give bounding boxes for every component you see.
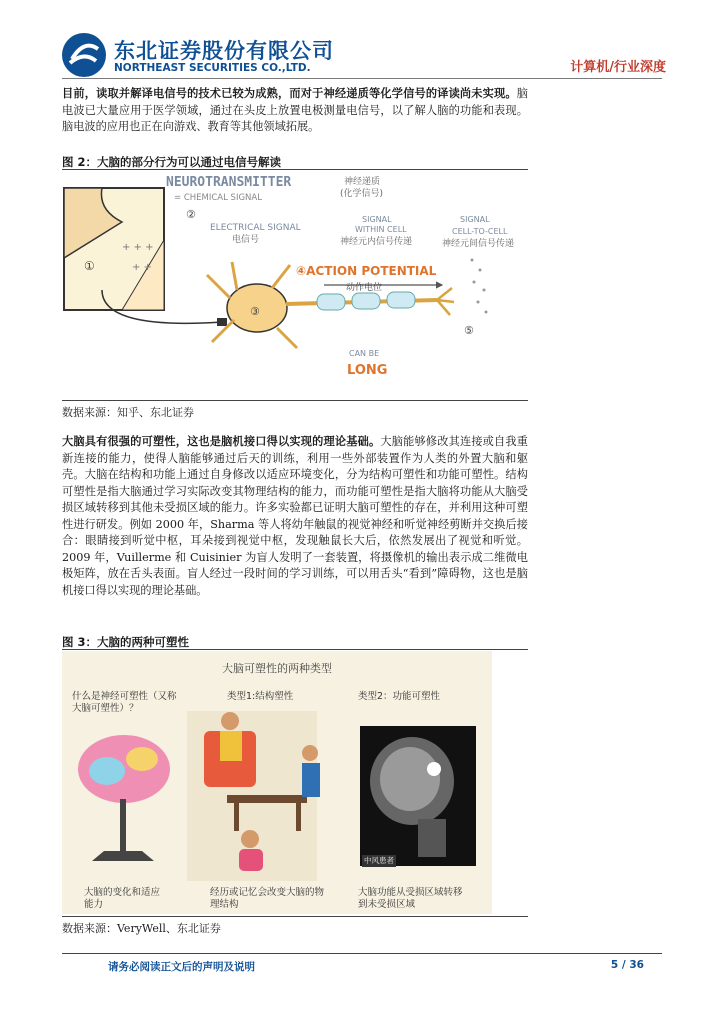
page-number: 5 / 36 [610, 959, 644, 971]
label-electrical: ELECTRICAL SIGNAL [210, 223, 301, 233]
label-within-cn: 神经元内信号传递 [340, 237, 413, 247]
figure3-bottom-rule [62, 916, 528, 917]
report-category: 计算机/行业深度 [570, 60, 666, 75]
figure3-caption2-line1: 经历或记忆会改变大脑的物 [210, 887, 325, 898]
figure2-bottom-rule [62, 400, 528, 401]
figure2-source: 数据来源：知乎、东北证券 [62, 406, 194, 419]
figure3-plasticity-illustration [62, 651, 492, 914]
child-icon [241, 830, 259, 848]
figure3-type1-label: 类型1:结构塑性 [227, 691, 294, 702]
label-chem-cn2: (化学信号) [340, 189, 384, 199]
footer-disclaimer: 请务必阅读正文后的声明及说明 [108, 961, 255, 973]
label-action-potential: ④ACTION POTENTIAL [296, 264, 437, 278]
label-2: ② [186, 208, 196, 221]
myelin-2 [352, 293, 380, 309]
figure3-type2-label: 类型2：功能可塑性 [358, 691, 441, 702]
figure3-title: 图 3：大脑的两种可塑性 [62, 635, 190, 649]
figure3-source: 数据来源：VeryWell、东北证券 [62, 922, 221, 935]
figure3-caption3-line1: 大脑功能从受损区域转移 [358, 887, 463, 898]
paragraph-plasticity-lead: 大脑具有很强的可塑性，这也是脑机接口得以实现的理论基础。 [62, 435, 381, 448]
label-3: ③ [250, 305, 260, 318]
label-1: ① [84, 259, 95, 273]
figure3-caption2-line2: 理结构 [210, 899, 239, 910]
figure3-heading: 大脑可塑性的两种类型 [222, 662, 332, 675]
label-cell-1: SIGNAL [460, 215, 490, 224]
svg-text:+ + +: + + + [122, 242, 154, 253]
label-electrical-cn: 电信号 [232, 235, 260, 245]
label-cell-cn: 神经元间信号传递 [442, 239, 515, 249]
label-within-1: SIGNAL [362, 215, 392, 224]
figure3-title-rule [62, 649, 528, 650]
label-chemical-signal: = CHEMICAL SIGNAL [174, 193, 262, 203]
paragraph-intro-body: 脑电波已大量应用于医学领域，通过在头皮上放置电极测量电信号，以了解人脑的功能和表现。脑电波的应用也正在向游戏、教育等其他领域拓展。 [62, 87, 528, 133]
company-logo [62, 33, 332, 75]
myelin-3 [387, 292, 415, 308]
paragraph-plasticity [62, 434, 528, 599]
neurotransmitter-dots [471, 259, 488, 314]
label-neurotransmitter: NEUROTRANSMITTER [166, 175, 292, 190]
figure3-caption1-line2: 能力 [84, 899, 104, 910]
paragraph-intro [62, 86, 528, 136]
label-chem-cn: 神经递质 [344, 177, 381, 187]
mri-patient-label: 中风患者 [364, 856, 394, 865]
figure3-artwork [62, 711, 492, 881]
paragraph-plasticity-body: 大脑能够修改其连接或自我重新连接的能力，使得人脑能够通过后天的训练，利用一些外部装置作为人类的外置大脑和躯壳。大脑在结构和功能上通过自身修改以适应环境变化，分为结构可塑性和功能可塑性。结构可塑性是指大脑通过学习实际改变其物理结构的能力，而功能可塑性是指大脑将功能从大脑受损区域转移到其他未受损区域的能力。许多实验都已证明大脑可塑性的存在，并利用这种可塑性进行研发。例如 2000 年，Sharma 等人将幼年触鼠的视觉神经和听觉神经剪断并交换后接合：眼睛接到听觉中枢，耳朵接到视觉中枢，发现触鼠长大后，依然发展出了视觉和听觉。2009 年，Vuillerme 和 Cuisinier 为盲人发明了一套装置，将摄像机的输出表示成二维微电极矩阵，放在舌头表面。盲人经过一段时间的学习训练，可以用舌头“看到”障碍物，这也是脑机接口得以实现的理论基础。 [62, 435, 528, 597]
paragraph-intro-lead: 目前，读取并解译电信号的技术已较为成熟，而对于神经递质等化学信号的译读尚未实现。 [62, 87, 517, 100]
logo-chinese-name: 东北证券股份有限公司 [114, 39, 334, 63]
label-5: ⑤ [464, 324, 474, 337]
scientist-icon [302, 745, 318, 761]
myelin-1 [317, 294, 345, 310]
figure3-question-line2: 大脑可塑性）？ [72, 703, 139, 714]
figure3-caption3-line2: 到未受损区域 [358, 899, 416, 910]
svg-text:+ +: + + [132, 262, 152, 273]
electrode [217, 318, 227, 326]
label-within-2: WITHIN CELL [355, 225, 407, 234]
footer-divider [62, 953, 662, 954]
figure2-neuron-diagram [62, 170, 528, 398]
figure3-caption1-line1: 大脑的变化和适应 [84, 887, 161, 898]
reading-person-icon [221, 712, 239, 730]
label-long: LONG [347, 363, 388, 378]
label-cell-2: CELL-TO-CELL [452, 227, 508, 236]
figure2-title: 图 2：大脑的部分行为可以通过电信号解读 [62, 155, 282, 169]
logo-english-name: NORTHEAST SECURITIES CO.,LTD. [114, 62, 311, 74]
header-divider [62, 78, 662, 79]
label-action-cn: 动作电位 [346, 283, 383, 293]
figure3-question-line1: 什么是神经可塑性（又称 [72, 691, 177, 702]
table-icon [227, 795, 307, 803]
logo-emblem-icon [62, 33, 106, 77]
label-can-be: CAN BE [349, 349, 380, 358]
